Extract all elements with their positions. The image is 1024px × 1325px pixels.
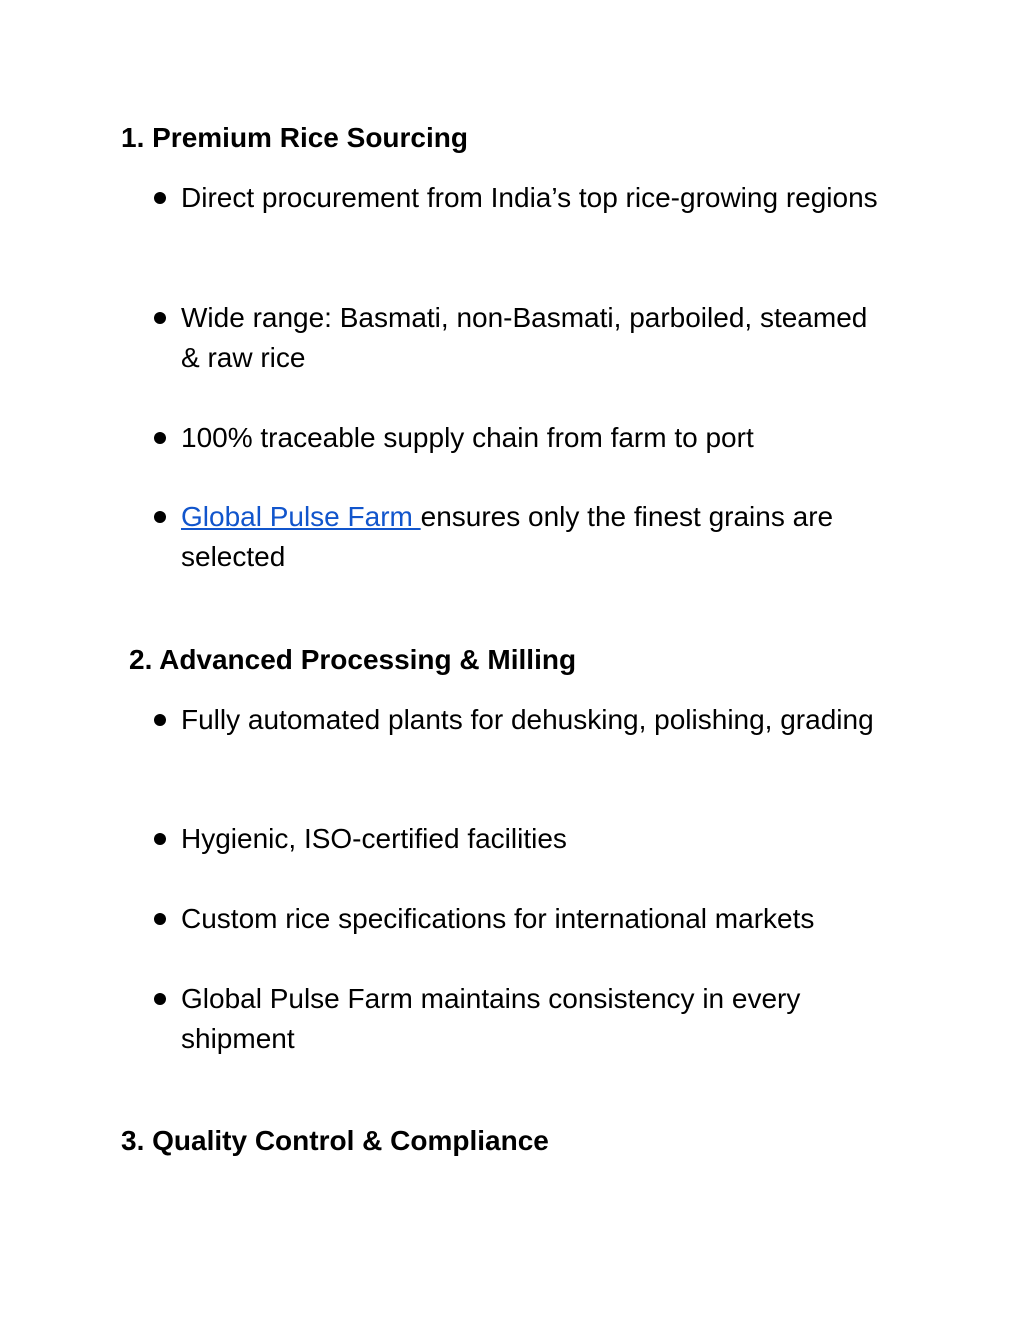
list-item-text: Global Pulse Farm maintains consistency in every shipment [181, 983, 801, 1054]
list-item-text: ensures only the finest grains are selected [181, 501, 834, 572]
list-item [152, 418, 892, 458]
list-item-text: Fully automated plants for dehusking, polishing, grading [181, 704, 874, 735]
section-heading-quality-control: 3. Quality Control & Compliance [121, 1125, 549, 1156]
list-item-text: Custom rice specifications for international markets [181, 903, 815, 934]
list-item-text: Hygienic, ISO-certified facilities [181, 823, 567, 854]
list-item [152, 819, 892, 859]
list-item-text: Wide range: Basmati, non-Basmati, parboiled, steamed & raw rice [181, 302, 868, 373]
list-item [152, 700, 892, 740]
list-item [152, 298, 892, 378]
list-item-text-with-link [181, 497, 892, 577]
list-item-text: Direct procurement from India’s top rice-growing regions [181, 182, 878, 213]
global-pulse-farm-link[interactable]: Global Pulse Farm [181, 501, 421, 532]
list-item [152, 979, 892, 1059]
section-heading-premium-rice-sourcing: 1. Premium Rice Sourcing [121, 122, 468, 153]
list-item [152, 178, 892, 218]
section-heading-advanced-processing: 2. Advanced Processing & Milling [129, 644, 577, 675]
list-item-text: 100% traceable supply chain from farm to port [181, 422, 754, 453]
list-item [152, 497, 892, 577]
list-item [152, 899, 892, 939]
